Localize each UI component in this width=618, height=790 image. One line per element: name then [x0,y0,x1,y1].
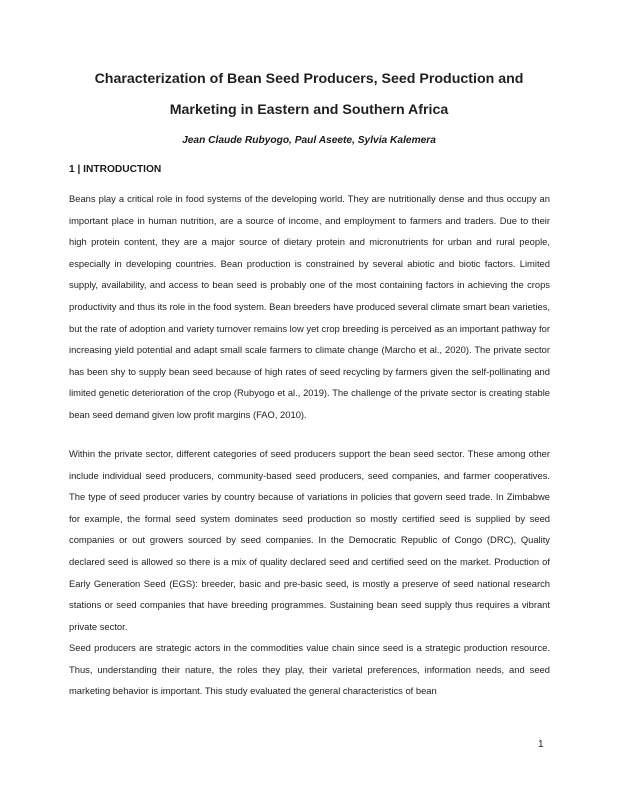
document-title: Characterization of Bean Seed Producers, Seed Production and Marketing in Eastern and Southern Africa [94,71,524,118]
author-list: Jean Claude Rubyogo, Paul Aseete, Sylvia Kalemera [182,135,436,146]
body-paragraph: Beans play a critical role in food systems of the developing world. They are nutritionally dense and thus occupy an important place in human nutrition, are a source of income, and employment to farmers and traders. Due to their high protein content, they are a major source of dietary protein and micronutrients for urban and rural people, especially in developing countries. Bean production is constrained by several abiotic and biotic factors. Limited supply, availability, and access to bean seed is probably one of the most containing factors in achieving the crops productivity and thus its role in the food system. Bean breeders have produced several climate smart bean varieties, but the rate of adoption and variety turnover remains low yet crop breeding is perceived as an important pathway for increasing yield potential and adapt small scale farmers to climate change (Marcho et al., 2020). The private sector has been shy to supply bean seed because of high rates of seed recycling by farmers given the self-pollinating and limited genetic deterioration of the crop (Rubyogo et al., 2019). The challenge of the private sector is creating stable bean seed demand given low profit margins (FAO, 2010). [69,193,550,420]
section-heading: 1 | INTRODUCTION [69,164,162,175]
page-number: 1 [538,739,544,750]
body-paragraph: Seed producers are strategic actors in the commodities value chain since seed is a strategic production resource. Thus, understanding their nature, the roles they play, their varietal preferences, information needs, and seed marketing behavior is important. This study evaluated the general characteristics of bean [69,642,550,697]
body-paragraph: Within the private sector, different categories of seed producers support the bean seed sector. These among other include individual seed producers, community-based seed producers, seed companies, and farmer cooperatives. The type of seed producer varies by country because of variations in policies that govern seed trade. In Zimbabwe for example, the formal seed system dominates seed production so mostly certified seed is supplied by seed companies or out growers sourced by seed companies. In the Democratic Republic of Congo (DRC), Quality declared seed is allowed so there is a mix of quality declared seed and certified seed on the market. Production of Early Generation Seed (EGS): breeder, basic and pre-basic seed, is mostly a preserve of seed national research stations or seed companies that have breeding programmes. Sustaining bean seed supply thus requires a vibrant private sector. [69,448,550,632]
